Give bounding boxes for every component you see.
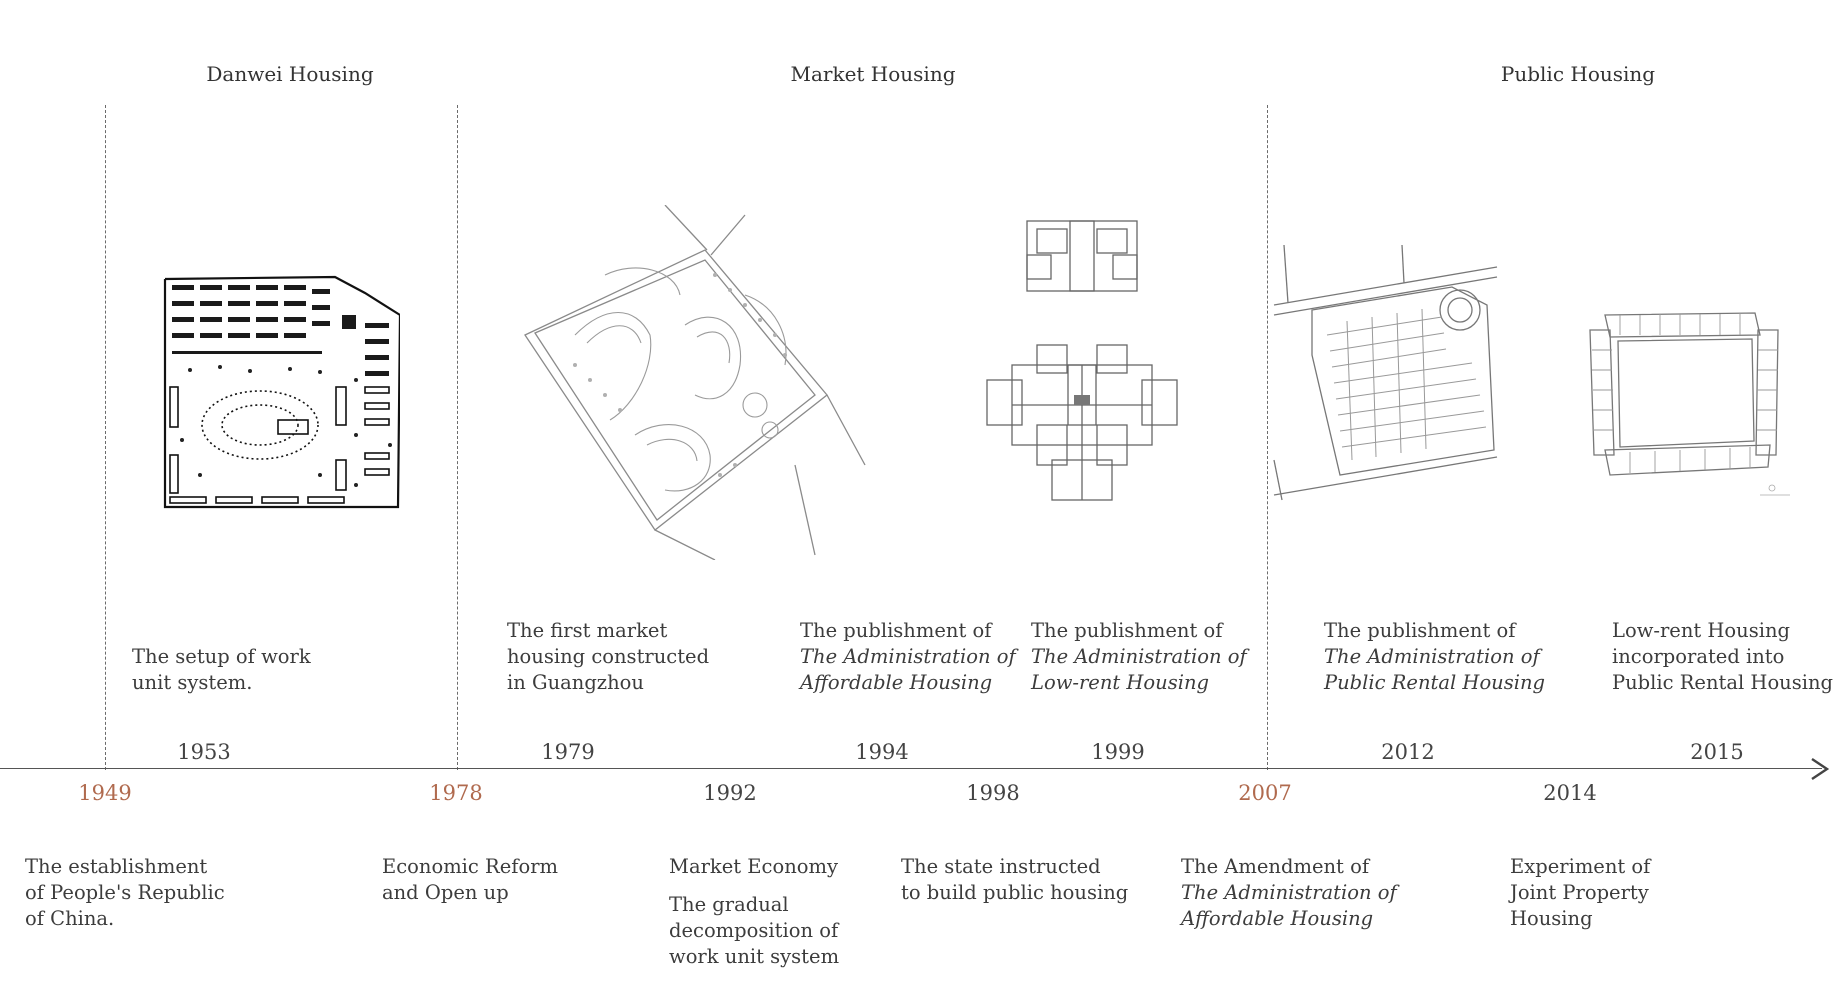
event-note-1998: The state instructed to build public housing — [901, 855, 1129, 904]
year-label-2012: 2012 — [1381, 740, 1435, 764]
event-note-1999: The publishment of The Administration of Low-rent Housing — [1031, 619, 1247, 694]
year-label-1998: 1998 — [966, 781, 1020, 805]
event-note-1978: Economic Reform and Open up — [382, 855, 559, 904]
year-label-2014: 2014 — [1543, 781, 1597, 805]
event-note-2012: The publishment of The Administration of Public Rental Housing — [1324, 619, 1546, 694]
arrow-right-icon — [1808, 757, 1830, 781]
event-note-1979: The first market housing constructed in Guangzhou — [507, 619, 710, 694]
era-label-danwei: Danwei Housing — [206, 62, 374, 86]
year-label-2015: 2015 — [1690, 740, 1744, 764]
era-label-market: Market Housing — [790, 62, 956, 86]
affordable-floor-plan-icon — [982, 215, 1182, 515]
year-label-1979: 1979 — [541, 740, 595, 764]
era-divider-1949 — [105, 105, 106, 770]
year-label-1992: 1992 — [703, 781, 757, 805]
public-site-plan-icon — [1272, 245, 1502, 505]
year-label-1953: 1953 — [177, 740, 231, 764]
year-label-1999: 1999 — [1091, 740, 1145, 764]
era-divider-1978 — [457, 105, 458, 770]
event-note-2014: Experiment of Joint Property Housing — [1510, 855, 1651, 930]
event-note-2015: Low-rent Housing incorporated into Public Rental Housing — [1612, 619, 1834, 694]
danwei-site-plan-icon — [160, 275, 400, 510]
event-note-1953: The setup of work unit system. — [132, 645, 311, 694]
year-label-1978: 1978 — [429, 781, 483, 805]
era-label-public: Public Housing — [1500, 62, 1656, 86]
era-divider-2007 — [1267, 105, 1268, 770]
event-note-1949: The establishment of People's Republic of China. — [25, 855, 225, 930]
market-site-plan-icon — [515, 205, 875, 560]
event-note-1992: Market Economy The gradual decomposition of work unit system — [669, 855, 840, 968]
courtyard-plan-icon — [1580, 305, 1790, 500]
year-label-1949: 1949 — [78, 781, 132, 805]
event-note-1994: The publishment of The Administration of Affordable Housing — [800, 619, 1016, 694]
year-label-1994: 1994 — [855, 740, 909, 764]
event-note-2007: The Amendment of The Administration of Affordable Housing — [1181, 855, 1397, 930]
year-label-2007: 2007 — [1238, 781, 1292, 805]
timeline-axis — [0, 768, 1822, 769]
